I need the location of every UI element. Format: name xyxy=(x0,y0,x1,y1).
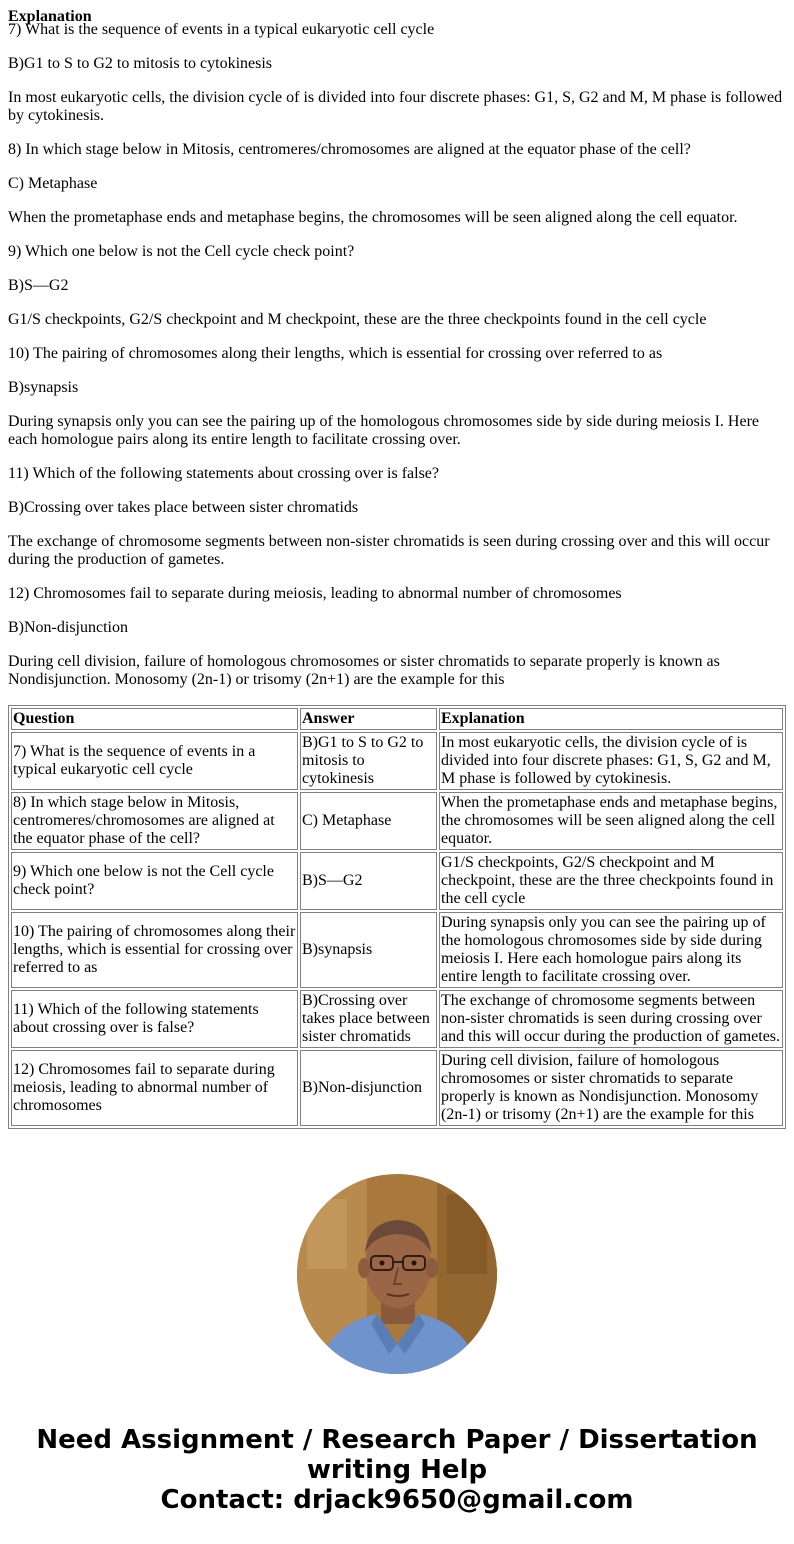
question-10: 10) The pairing of chromosomes along their lengths, which is essential for crossing over referred to as xyxy=(8,345,663,362)
cell-question: 9) Which one below is not the Cell cycle check point? xyxy=(11,852,298,910)
cell-question: 10) The pairing of chromosomes along their lengths, which is essential for crossing over referred to as xyxy=(11,912,298,988)
explanation-9: G1/S checkpoints, G2/S checkpoint and M checkpoint, these are the three checkpoints found in the cell cycle xyxy=(8,311,707,328)
qa-list xyxy=(8,21,786,689)
header-answer: Answer xyxy=(300,708,437,730)
cell-answer: B)Crossing over takes place between sister chromatids xyxy=(300,990,437,1048)
question-11: 11) Which of the following statements about crossing over is false? xyxy=(8,465,440,482)
answer-8: C) Metaphase xyxy=(8,175,98,192)
explanation-11: The exchange of chromosome segments between non-sister chromatids is seen during crossing over and this will occur during the production of gametes. xyxy=(8,533,770,568)
cell-answer: B)G1 to S to G2 to mitosis to cytokinesis xyxy=(300,732,437,790)
avatar xyxy=(297,1174,497,1374)
promo-banner xyxy=(0,1425,794,1515)
cell-explanation: When the prometaphase ends and metaphase begins, the chromosomes will be seen aligned along the cell equator. xyxy=(439,792,783,850)
explanation-8: When the prometaphase ends and metaphase begins, the chromosomes will be seen aligned along the cell equator. xyxy=(8,209,738,226)
answer-7: B)G1 to S to G2 to mitosis to cytokinesis xyxy=(8,55,273,72)
cell-answer: C) Metaphase xyxy=(300,792,437,850)
cell-question: 11) Which of the following statements about crossing over is false? xyxy=(11,990,298,1048)
promo-help-text: Need Assignment / Research Paper / Dissertation writing Help xyxy=(36,1425,758,1485)
cell-explanation: The exchange of chromosome segments between non-sister chromatids is seen during crossing over and this will occur during the production of gametes. xyxy=(439,990,783,1048)
cell-question: 12) Chromosomes fail to separate during meiosis, leading to abnormal number of chromosomes xyxy=(11,1050,298,1126)
header-question: Question xyxy=(11,708,298,730)
header-explanation: Explanation xyxy=(439,708,783,730)
cell-answer: B)Non-disjunction xyxy=(300,1050,437,1126)
cell-explanation: During synapsis only you can see the pairing up of the homologous chromosomes side by side during meiosis I. Here each homologue pairs along its entire length to facilitate crossing over. xyxy=(439,912,783,988)
cell-explanation: During cell division, failure of homologous chromosomes or sister chromatids to separate properly is known as Nondisjunction. Monosomy (2n-1) or trisomy (2n+1) are the example for this xyxy=(439,1050,783,1126)
answer-11: B)Crossing over takes place between sister chromatids xyxy=(8,499,359,516)
cell-explanation: G1/S checkpoints, G2/S checkpoint and M checkpoint, these are the three checkpoints found in the cell cycle xyxy=(439,852,783,910)
qa-table xyxy=(8,705,786,1129)
cell-question: 8) In which stage below in Mitosis, centromeres/chromosomes are aligned at the equator phase of the cell? xyxy=(11,792,298,850)
table-row xyxy=(11,1050,783,1126)
answer-12: B)Non-disjunction xyxy=(8,619,128,636)
question-7: 7) What is the sequence of events in a typical eukaryotic cell cycle xyxy=(8,21,435,38)
explanation-7: In most eukaryotic cells, the division cycle of is divided into four discrete phases: G1, S, G2 and M, M phase is followed by cytokinesis. xyxy=(8,89,783,124)
explanation-10: During synapsis only you can see the pairing up of the homologous chromosomes side by side during meiosis I. Here each homologue pairs along its entire length to facilitate crossing over. xyxy=(8,413,759,448)
promo-contact-text: Contact: drjack9650@gmail.com xyxy=(160,1485,634,1515)
question-9: 9) Which one below is not the Cell cycle check point? xyxy=(8,243,355,260)
question-8: 8) In which stage below in Mitosis, centromeres/chromosomes are aligned at the equator phase of the cell? xyxy=(8,141,691,158)
table-row xyxy=(11,990,783,1048)
avatar-portrait-icon xyxy=(297,1174,497,1374)
cell-answer: B)synapsis xyxy=(300,912,437,988)
explanation-12: During cell division, failure of homologous chromosomes or sister chromatids to separate properly is known as Nondisjunction. Monosomy (2n-1) or trisomy (2n+1) are the example for this xyxy=(8,653,720,688)
answer-9: B)S—G2 xyxy=(8,277,69,294)
answer-10: B)synapsis xyxy=(8,379,79,396)
table-row xyxy=(11,852,783,910)
explanation-heading: Explanation xyxy=(8,8,92,25)
table-row xyxy=(11,732,783,790)
table-row xyxy=(11,792,783,850)
cell-question: 7) What is the sequence of events in a typical eukaryotic cell cycle xyxy=(11,732,298,790)
question-12: 12) Chromosomes fail to separate during meiosis, leading to abnormal number of chromosomes xyxy=(8,585,622,602)
cell-answer: B)S—G2 xyxy=(300,852,437,910)
cell-explanation: In most eukaryotic cells, the division cycle of is divided into four discrete phases: G1, S, G2 and M, M phase is followed by cytokinesis. xyxy=(439,732,783,790)
table-row xyxy=(11,912,783,988)
table-header-row xyxy=(11,708,783,730)
